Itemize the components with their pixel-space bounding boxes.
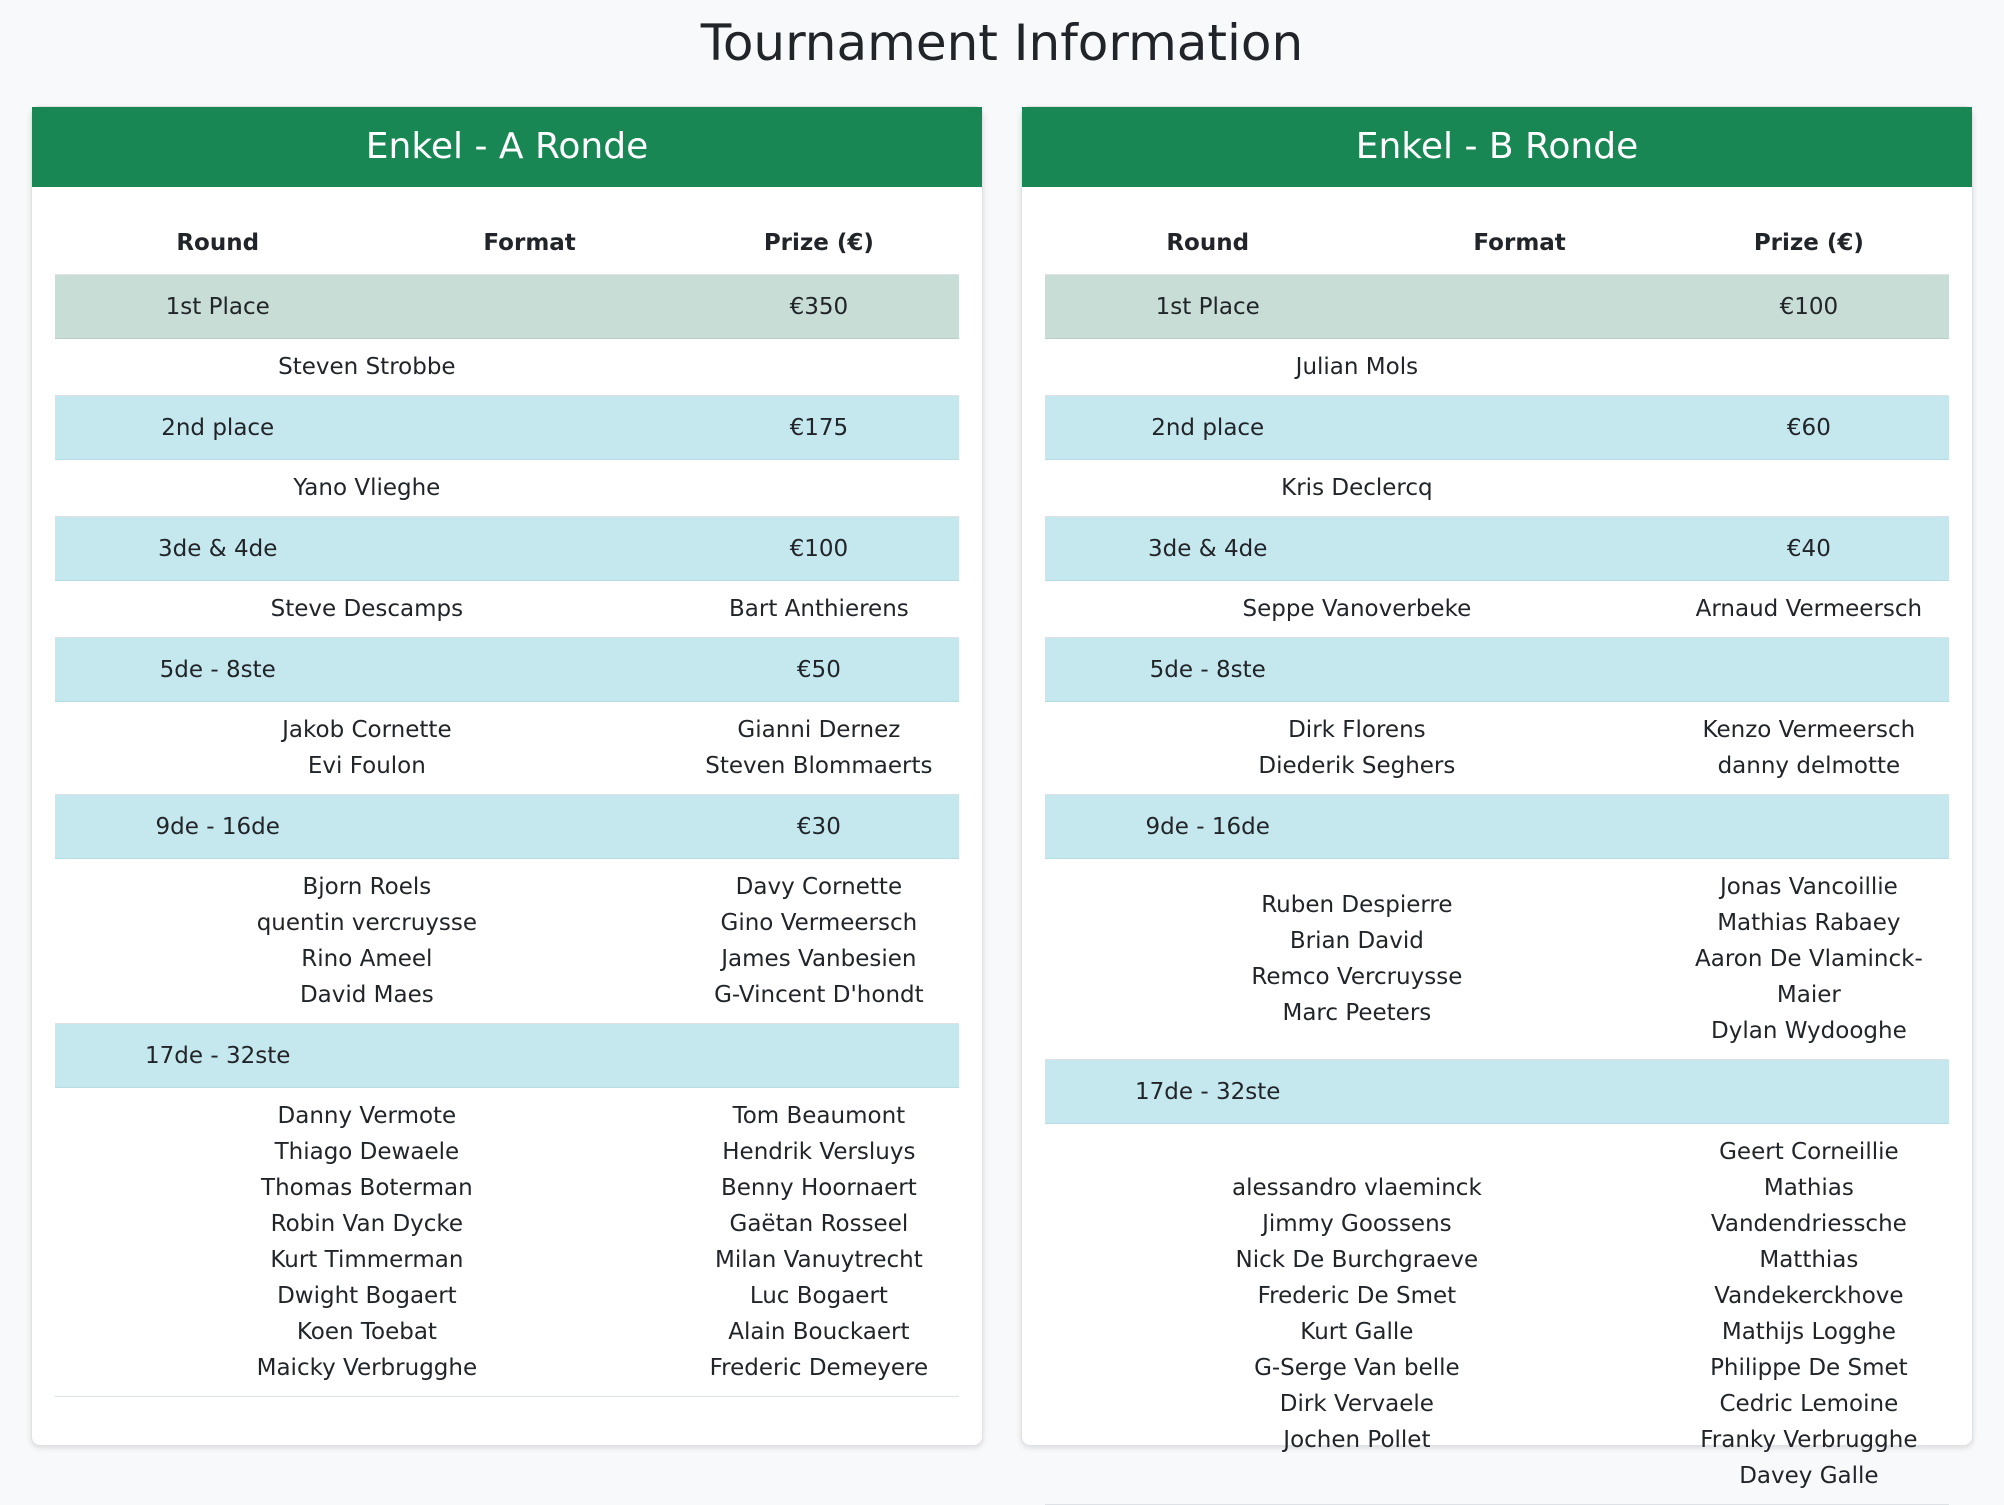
player-name: Jakob Cornette — [282, 717, 452, 743]
player-name: Dirk Vervaele — [1279, 1391, 1434, 1417]
player-name: Aaron De Vlaminck-Maier — [1694, 946, 1923, 1008]
player-name: Geert Corneillie — [1719, 1139, 1899, 1165]
table-header-row — [55, 211, 959, 275]
round-name: 1st Place — [1045, 275, 1370, 339]
player-name: Gino Vermeersch — [720, 910, 918, 936]
prize-amount — [1669, 1060, 1949, 1124]
player-name: Steven Strobbe — [278, 354, 456, 380]
table-header-row — [1045, 211, 1949, 275]
round-row — [55, 396, 959, 460]
format-cell — [380, 795, 678, 859]
table-body — [1045, 275, 1949, 1505]
players-left — [1045, 581, 1669, 638]
players-row — [55, 859, 959, 1024]
column-header-round: Round — [1045, 211, 1370, 275]
players-left — [1045, 702, 1669, 795]
players-left — [55, 859, 679, 1024]
player-name: Brian David — [1289, 928, 1424, 954]
round-name: 1st Place — [55, 275, 380, 339]
round-name: 5de - 8ste — [1045, 638, 1370, 702]
player-name: Jimmy Goossens — [1262, 1211, 1452, 1237]
player-name: Davy Cornette — [735, 874, 903, 900]
round-row — [55, 1024, 959, 1088]
round-name: 2nd place — [55, 396, 380, 460]
players-right — [679, 859, 959, 1024]
column-header-round: Round — [55, 211, 380, 275]
card-body — [32, 187, 982, 1397]
player-name: Cedric Lemoine — [1719, 1391, 1899, 1417]
player-name: danny delmotte — [1717, 753, 1901, 779]
format-cell — [380, 275, 678, 339]
player-name: Milan Vanuytrecht — [714, 1247, 923, 1273]
prize-table — [1045, 211, 1949, 1505]
players-left — [55, 1088, 679, 1397]
card-body — [1022, 187, 1972, 1505]
players-left — [55, 460, 679, 517]
players-right — [1669, 339, 1949, 396]
players-row — [1045, 1124, 1949, 1505]
format-cell — [1370, 638, 1668, 702]
players-left — [1045, 460, 1669, 517]
prize-amount: €60 — [1669, 396, 1949, 460]
format-cell — [380, 1024, 678, 1088]
round-name: 17de - 32ste — [1045, 1060, 1370, 1124]
round-row — [1045, 795, 1949, 859]
players-left — [1045, 1124, 1669, 1505]
player-name: Kenzo Vermeersch — [1702, 717, 1916, 743]
player-name: Seppe Vanoverbeke — [1242, 596, 1472, 622]
player-name: Danny Vermote — [277, 1103, 457, 1129]
players-right — [679, 581, 959, 638]
prize-amount: €30 — [679, 795, 959, 859]
players-row — [55, 460, 959, 517]
column-header-prize: Prize (€) — [679, 211, 959, 275]
prize-amount — [679, 1024, 959, 1088]
format-cell — [1370, 396, 1668, 460]
round-row — [1045, 396, 1949, 460]
player-name: Arnaud Vermeersch — [1695, 596, 1923, 622]
player-name: Kurt Galle — [1300, 1319, 1414, 1345]
player-name: Gianni Dernez — [737, 717, 901, 743]
player-name: Yano Vlieghe — [293, 475, 441, 501]
player-name: Luc Bogaert — [749, 1283, 888, 1309]
player-name: Koen Toebat — [296, 1319, 437, 1345]
player-name: Nick De Burchgraeve — [1235, 1247, 1479, 1273]
player-name: Mathias Vandendriessche — [1710, 1175, 1907, 1237]
player-name: Dwight Bogaert — [277, 1283, 457, 1309]
format-cell — [1370, 517, 1668, 581]
players-right — [1669, 460, 1949, 517]
prize-amount: €350 — [679, 275, 959, 339]
player-name: Gaëtan Rosseel — [729, 1211, 909, 1237]
player-name: James Vanbesien — [721, 946, 917, 972]
player-name: Thomas Boterman — [261, 1175, 473, 1201]
player-name: Mathijs Logghe — [1721, 1319, 1896, 1345]
player-name: Philippe De Smet — [1710, 1355, 1908, 1381]
table-body — [55, 275, 959, 1397]
players-row — [1045, 859, 1949, 1060]
player-name: G-Vincent D'hondt — [714, 982, 924, 1008]
player-name: Bjorn Roels — [302, 874, 432, 900]
format-cell — [1370, 1060, 1668, 1124]
players-row — [55, 702, 959, 795]
format-cell — [1370, 795, 1668, 859]
players-row — [55, 339, 959, 396]
card-enkel-b-ronde — [1021, 106, 1973, 1489]
players-left — [55, 702, 679, 795]
players-right — [679, 702, 959, 795]
round-row — [55, 275, 959, 339]
player-name: Jonas Vancoillie — [1719, 874, 1898, 900]
players-row — [1045, 460, 1949, 517]
format-cell — [1370, 275, 1668, 339]
player-name: Marc Peeters — [1282, 1000, 1432, 1026]
player-name: Steve Descamps — [270, 596, 464, 622]
players-right — [679, 460, 959, 517]
round-row — [55, 517, 959, 581]
players-left — [1045, 339, 1669, 396]
player-name: Rino Ameel — [301, 946, 433, 972]
card-title: Enkel - B Ronde — [1022, 107, 1972, 187]
player-name: Franky Verbrugghe — [1700, 1427, 1918, 1453]
round-row — [1045, 275, 1949, 339]
player-name: Remco Vercruysse — [1251, 964, 1463, 990]
player-name: David Maes — [299, 982, 434, 1008]
players-row — [1045, 702, 1949, 795]
players-row — [1045, 581, 1949, 638]
prize-amount — [1669, 638, 1949, 702]
players-row — [55, 1088, 959, 1397]
prize-amount — [1669, 795, 1949, 859]
player-name: Thiago Dewaele — [274, 1139, 460, 1165]
player-name: Tom Beaumont — [732, 1103, 906, 1129]
round-name: 3de & 4de — [1045, 517, 1370, 581]
player-name: Steven Blommaerts — [705, 753, 933, 779]
players-right — [1669, 581, 1949, 638]
player-name: Davey Galle — [1739, 1463, 1879, 1489]
round-row — [1045, 1060, 1949, 1124]
players-left — [55, 339, 679, 396]
player-name: Mathias Rabaey — [1717, 910, 1901, 936]
prize-amount: €175 — [679, 396, 959, 460]
round-row — [55, 638, 959, 702]
player-name: Kurt Timmerman — [270, 1247, 464, 1273]
column-header-format: Format — [1370, 211, 1668, 275]
players-row — [1045, 339, 1949, 396]
player-name: Bart Anthierens — [728, 596, 909, 622]
player-name: Dylan Wydooghe — [1711, 1018, 1907, 1044]
round-row — [55, 795, 959, 859]
prize-amount: €100 — [679, 517, 959, 581]
player-name: Dirk Florens — [1288, 717, 1426, 743]
players-row — [55, 581, 959, 638]
round-name: 2nd place — [1045, 396, 1370, 460]
prize-amount: €100 — [1669, 275, 1949, 339]
player-name: Julian Mols — [1295, 354, 1419, 380]
players-right — [679, 1088, 959, 1397]
player-name: Matthias Vandekerckhove — [1714, 1247, 1904, 1309]
format-cell — [380, 396, 678, 460]
column-header-prize: Prize (€) — [1669, 211, 1949, 275]
round-row — [1045, 517, 1949, 581]
player-name: Kris Declercq — [1281, 475, 1433, 501]
player-name: Robin Van Dycke — [270, 1211, 464, 1237]
page-title: Tournament Information — [700, 14, 1304, 72]
players-left — [1045, 859, 1669, 1060]
players-right — [1669, 702, 1949, 795]
player-name: Ruben Despierre — [1261, 892, 1453, 918]
player-name: Frederic De Smet — [1257, 1283, 1457, 1309]
player-name: Diederik Seghers — [1258, 753, 1456, 779]
format-cell — [380, 517, 678, 581]
column-header-format: Format — [380, 211, 678, 275]
player-name: Hendrik Versluys — [722, 1139, 916, 1165]
player-name: Maicky Verbrugghe — [256, 1355, 478, 1381]
player-name: quentin vercruysse — [256, 910, 478, 936]
players-left — [55, 581, 679, 638]
player-name: G-Serge Van belle — [1254, 1355, 1460, 1381]
player-name: Benny Hoornaert — [720, 1175, 917, 1201]
player-name: Frederic Demeyere — [709, 1355, 929, 1381]
prize-amount: €40 — [1669, 517, 1949, 581]
format-cell — [380, 638, 678, 702]
round-name: 17de - 32ste — [55, 1024, 380, 1088]
players-right — [679, 339, 959, 396]
card-title: Enkel - A Ronde — [32, 107, 982, 187]
round-name: 5de - 8ste — [55, 638, 380, 702]
card-enkel-a-ronde — [31, 106, 983, 1446]
prize-amount: €50 — [679, 638, 959, 702]
players-right — [1669, 859, 1949, 1060]
player-name: Evi Foulon — [307, 753, 426, 779]
players-right — [1669, 1124, 1949, 1505]
prize-table — [55, 211, 959, 1397]
player-name: alessandro vlaeminck — [1231, 1175, 1482, 1201]
round-row — [1045, 638, 1949, 702]
round-name: 9de - 16de — [55, 795, 380, 859]
round-name: 9de - 16de — [1045, 795, 1370, 859]
round-name: 3de & 4de — [55, 517, 380, 581]
player-name: Jochen Pollet — [1283, 1427, 1431, 1453]
player-name: Alain Bouckaert — [728, 1319, 910, 1345]
